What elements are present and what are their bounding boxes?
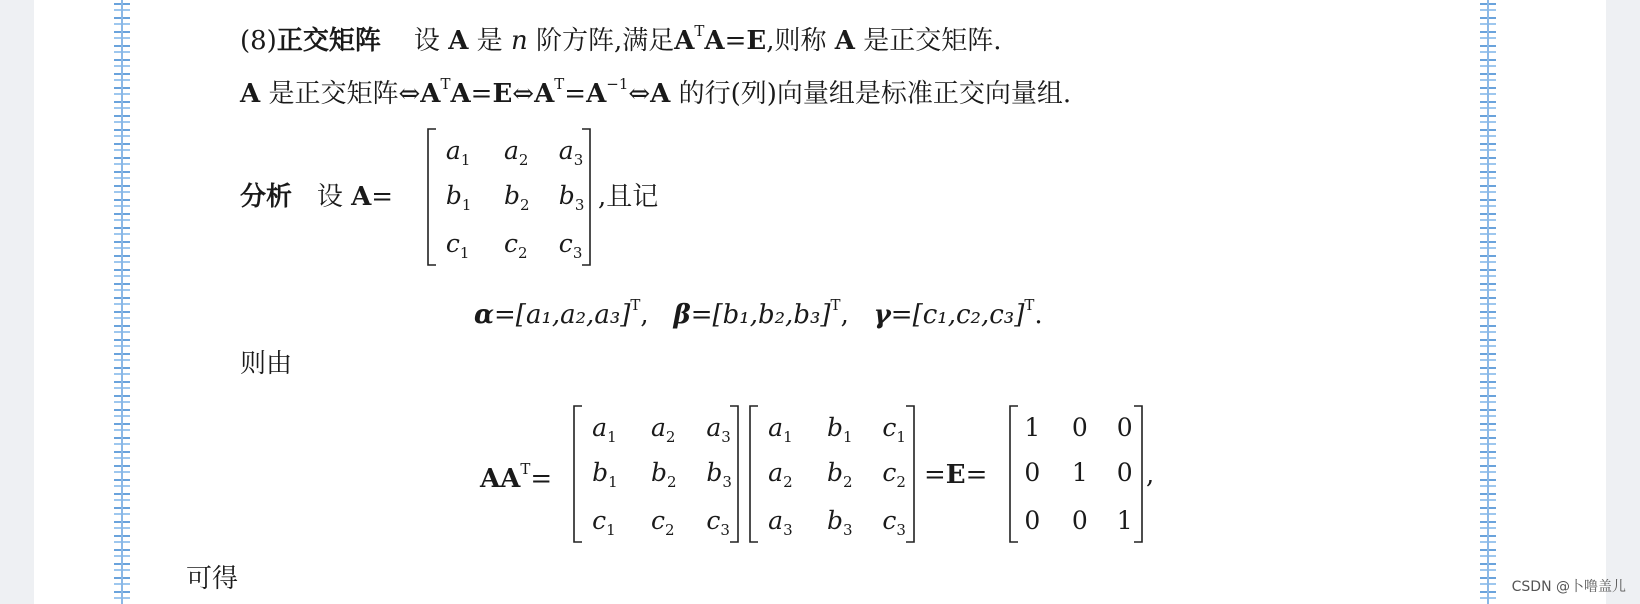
matrix-symbol: A [351, 182, 372, 212]
left-bracket [1010, 406, 1018, 542]
transpose-sup: T [554, 75, 565, 93]
right-bracket [1134, 406, 1142, 542]
product-symbol: AA [480, 464, 521, 494]
analysis-line [240, 184, 393, 210]
matrix-A-factor [572, 404, 740, 544]
matrix-entry: $a_3$ [558, 136, 584, 170]
matrix-entry: $b_3$ [826, 505, 853, 539]
text: 是 [476, 26, 503, 56]
matrix-entry: $b_3$ [558, 181, 585, 214]
inverse-sup: −1 [606, 75, 629, 93]
beta-value: =[b₁,b₂,b₃] [690, 300, 831, 330]
gamma-value: =[c₁,c₂,c₃] [890, 300, 1025, 330]
text: 的行(列)向量组是标准正交向量组. [678, 79, 1072, 109]
transpose-sup: T [1024, 296, 1035, 314]
section-heading: 正交矩阵 [276, 26, 381, 56]
matrix-entry: 1 [1071, 458, 1088, 487]
variable-n: n [510, 26, 528, 56]
left-bracket [428, 129, 436, 265]
zeyou-text: 则由 [240, 349, 293, 379]
matrix-entry: $b_1$ [826, 413, 853, 447]
matrix-symbol: A [420, 79, 441, 109]
gamma-symbol: γ [873, 300, 891, 330]
matrix-entry: $c_1$ [882, 413, 906, 447]
analysis-tail [598, 184, 658, 210]
alpha-value: =[a₁,a₂,a₃] [494, 300, 631, 330]
matrix-entry: $a_2$ [768, 458, 793, 491]
item-number: (8) [240, 26, 277, 56]
identity-matrix [1008, 404, 1144, 544]
matrix-entry: 0 [1116, 458, 1133, 487]
matrix-entry: 0 [1024, 458, 1041, 487]
matrix-entry: $b_1$ [445, 181, 472, 214]
matrix-symbol: A [704, 26, 725, 56]
equals: = [965, 460, 988, 490]
text: 阶方阵,满足 [535, 26, 675, 56]
iff-symbol: ⇔ [512, 79, 535, 109]
matrix-entry: $a_2$ [504, 136, 529, 170]
matrix-symbol: A [586, 79, 607, 109]
separator: , [640, 300, 649, 330]
matrix-A [426, 127, 592, 267]
matrix-entry: $b_3$ [706, 458, 732, 491]
matrix-entry: 0 [1024, 505, 1041, 535]
matrix-entry: $c_1$ [445, 228, 470, 262]
matrix-entry: $a_3$ [768, 505, 793, 539]
matrix-symbol: A [650, 79, 671, 109]
matrix-entry: $c_3$ [882, 505, 906, 539]
equivalence-line [240, 77, 1071, 107]
iff-symbol: ⇔ [628, 79, 651, 109]
transpose-sup: T [694, 22, 705, 40]
kede-text: 可得 [186, 564, 239, 594]
matrix-entry: $b_1$ [592, 458, 618, 491]
matrix-entry: 0 [1071, 413, 1088, 443]
transpose-sup: T [520, 460, 531, 478]
matrix-entry: 0 [1116, 413, 1133, 443]
text: 是正交矩阵. [863, 26, 1002, 56]
matrix-entry: 1 [1024, 413, 1041, 443]
alpha-symbol: α [474, 300, 495, 330]
period: . [1034, 300, 1043, 330]
identity-symbol: E [492, 79, 513, 109]
text: 设 [413, 26, 440, 56]
product-lhs [480, 462, 552, 492]
matrix-entry: $a_1$ [592, 413, 617, 447]
matrix-entry: $a_2$ [650, 413, 676, 447]
vectors-line [474, 298, 1043, 328]
beta-symbol: β [673, 300, 691, 330]
matrix-entry: $b_2$ [650, 458, 677, 491]
matrix-symbol: A [448, 26, 469, 56]
matrix-entry: $c_3$ [558, 228, 583, 262]
matrix-entry: $c_2$ [650, 505, 675, 539]
matrix-symbol: A [240, 79, 261, 109]
right-bracket [906, 406, 914, 542]
matrix-entry: $b_2$ [504, 181, 530, 214]
transpose-sup: T [630, 296, 641, 314]
matrix-A-transpose-factor [748, 404, 916, 544]
equals: = [564, 79, 587, 109]
matrix-entry: $c_2$ [504, 228, 528, 262]
transpose-sup: T [830, 296, 841, 314]
matrix-entry: $b_2$ [826, 458, 853, 491]
equals-E [924, 462, 987, 488]
matrix-entry: 1 [1116, 505, 1133, 535]
matrix-symbol: A [534, 79, 555, 109]
csdn-watermark: CSDN @卜噜盖儿 [1511, 579, 1626, 595]
transpose-sup: T [440, 75, 451, 93]
matrix-entry: $c_2$ [882, 458, 906, 491]
matrix-entry: $c_1$ [592, 505, 616, 539]
equals: = [724, 26, 747, 56]
separator: , [840, 300, 849, 330]
matrix-entry: $a_1$ [445, 136, 471, 170]
definition-line [240, 24, 1001, 54]
text: ,则称 [766, 26, 827, 56]
analysis-label: 分析 [240, 182, 293, 212]
identity-symbol: E [945, 460, 966, 490]
matrix-symbol: A [674, 26, 695, 56]
text: 设 [316, 182, 343, 212]
text: ,且记 [598, 182, 659, 212]
matrix-symbol: A [834, 26, 855, 56]
equals: = [530, 464, 553, 494]
matrix-entry: 0 [1071, 505, 1088, 535]
matrix-entry: $a_3$ [706, 413, 731, 447]
identity-symbol: E [746, 26, 767, 56]
equals: = [470, 79, 493, 109]
matrix-entry: $c_3$ [706, 505, 730, 539]
left-bracket [574, 406, 582, 542]
left-bracket [750, 406, 758, 542]
matrix-entry: $a_1$ [768, 413, 793, 447]
equals: = [371, 182, 394, 212]
matrix-symbol: A [450, 79, 471, 109]
trailing-comma: , [1146, 460, 1155, 490]
text: 是正交矩阵⇔ [268, 79, 421, 109]
equals: = [924, 460, 946, 490]
